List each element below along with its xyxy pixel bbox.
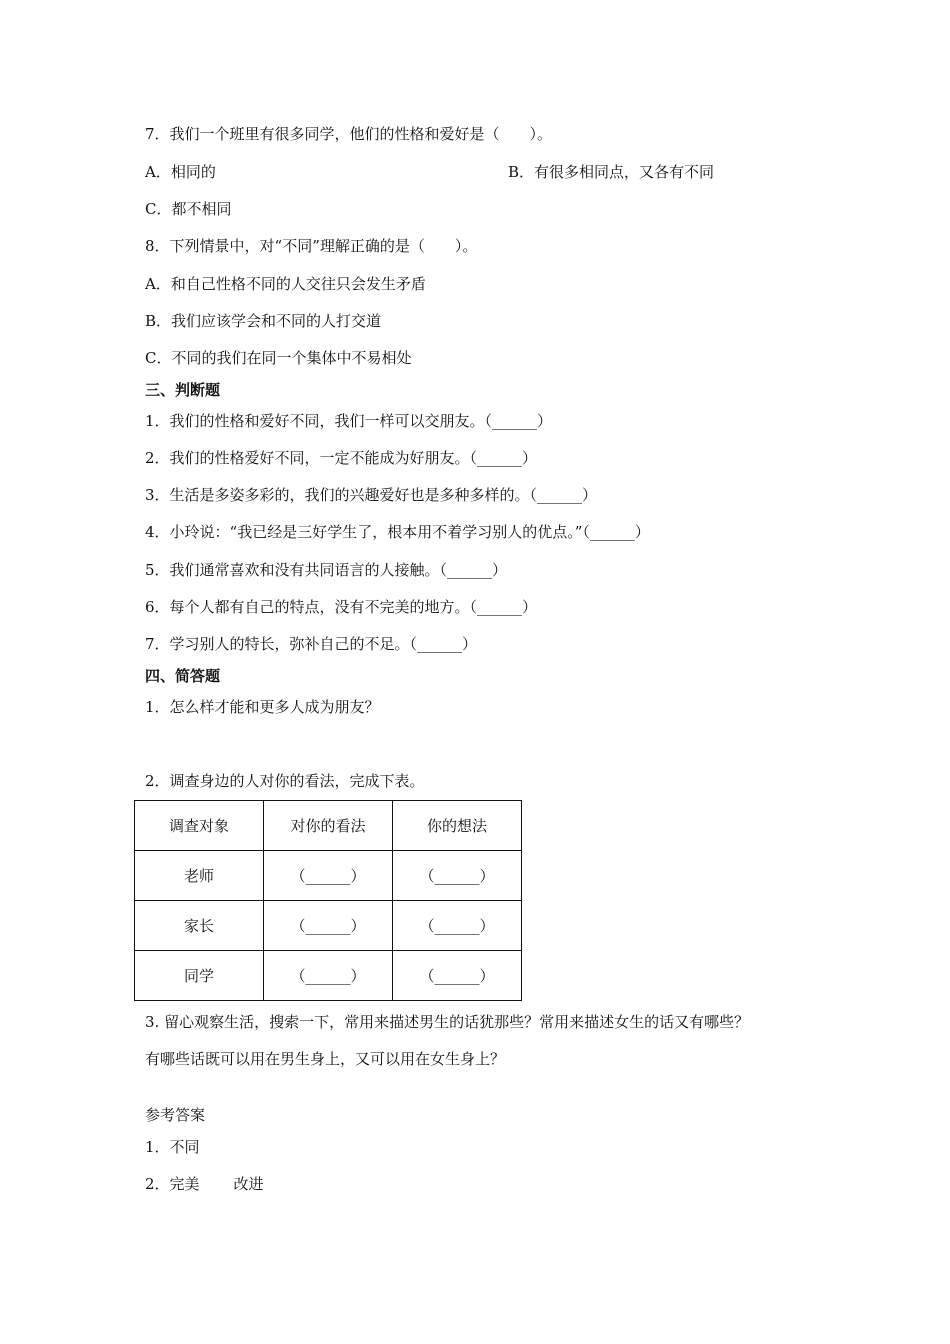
- q8-stem: 8．下列情景中，对“不同”理解正确的是（ ）。: [145, 237, 478, 255]
- table-header-cell: 调查对象: [135, 801, 264, 851]
- table-header-row: [135, 801, 522, 851]
- table-cell: 老师: [135, 851, 264, 901]
- table-cell-blank[interactable]: （______）: [393, 851, 522, 901]
- answer-2-first: 2．完美: [145, 1175, 200, 1193]
- q7-option-a: A．相同的: [145, 163, 216, 181]
- judge-item-3: 3．生活是多姿多彩的，我们的兴趣爱好也是多种多样的。（______）: [145, 486, 598, 504]
- judge-item-1: 1．我们的性格和爱好不同，我们一样可以交朋友。（______）: [145, 412, 553, 430]
- answer-2-second: 改进: [233, 1175, 264, 1193]
- short-q1: 1．怎么样才能和更多人成为朋友？: [145, 698, 380, 716]
- judge-item-2: 2．我们的性格爱好不同，一定不能成为好朋友。（______）: [145, 449, 538, 467]
- short-q2: 2．调查身边的人对你的看法，完成下表。: [145, 772, 425, 790]
- table-cell: 同学: [135, 951, 264, 1001]
- q7-stem: 7．我们一个班里有很多同学，他们的性格和爱好是（ ）。: [145, 125, 553, 143]
- table-cell-blank[interactable]: （______）: [264, 901, 393, 951]
- q7-option-c: C．都不相同: [145, 200, 232, 218]
- table-header-cell: 你的想法: [393, 801, 522, 851]
- table-row: [135, 851, 522, 901]
- judge-item-7: 7．学习别人的特长，弥补自己的不足。（______）: [145, 635, 478, 653]
- q8-option-b: B．我们应该学会和不同的人打交道: [145, 312, 382, 330]
- table-header-cell: 对你的看法: [264, 801, 393, 851]
- table-cell: 家长: [135, 901, 264, 951]
- table-row: [135, 901, 522, 951]
- q8-option-c: C．不同的我们在同一个集体中不易相处: [145, 349, 412, 367]
- table-cell-blank[interactable]: （______）: [393, 951, 522, 1001]
- table-cell-blank[interactable]: （______）: [264, 851, 393, 901]
- answer-1: 1．不同: [145, 1138, 200, 1156]
- short-q3-line1: 3. 留心观察生活，搜索一下，常用来描述男生的话犹那些？常用来描述女生的话又有哪些？: [145, 1013, 750, 1031]
- table-row: [135, 951, 522, 1001]
- survey-table: [134, 800, 522, 1001]
- table-cell-blank[interactable]: （______）: [264, 951, 393, 1001]
- q7-option-b: B．有很多相同点，又各有不同: [508, 163, 715, 181]
- table-cell-blank[interactable]: （______）: [393, 901, 522, 951]
- short-q3-line2: 有哪些话既可以用在男生身上，又可以用在女生身上？: [145, 1050, 506, 1068]
- q8-option-a: A．和自己性格不同的人交往只会发生矛盾: [145, 275, 426, 293]
- judge-item-4: 4．小玲说：“我已经是三好学生了，根本用不着学习别人的优点。”（______）: [145, 523, 650, 541]
- short-heading: 四、简答题: [145, 667, 221, 685]
- answers-heading: 参考答案: [145, 1106, 206, 1124]
- judge-item-6: 6．每个人都有自己的特点，没有不完美的地方。（______）: [145, 598, 538, 616]
- answer-2: [145, 1174, 264, 1194]
- judge-item-5: 5．我们通常喜欢和没有共同语言的人接触。（______）: [145, 561, 508, 579]
- judge-heading: 三、判断题: [145, 381, 221, 399]
